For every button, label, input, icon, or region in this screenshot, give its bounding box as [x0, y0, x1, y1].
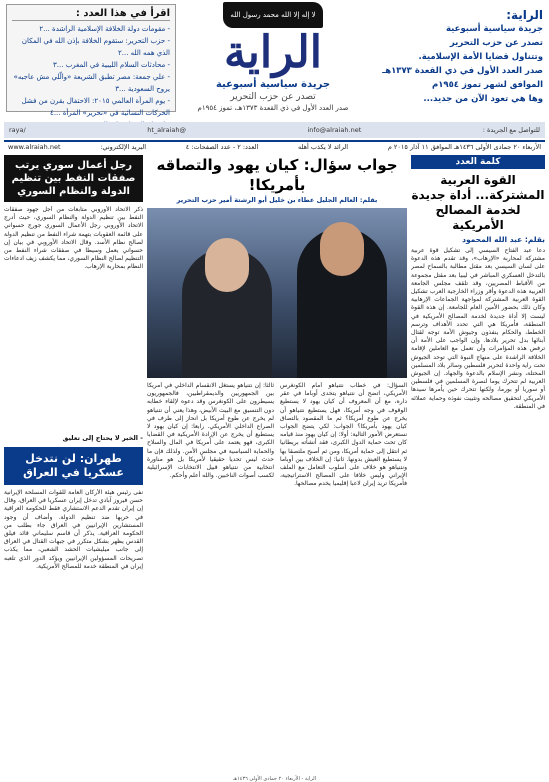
- in-this-issue-box: [6, 4, 176, 117]
- news-comment: - الخبر لا يحتاج إلى تعليق: [62, 434, 143, 442]
- main-article-title[interactable]: جواب سؤال: كيان يهود والتصاقه بأمريكا!: [156, 156, 398, 194]
- issue-item[interactable]: - حزب التحرير: ستقوم الخلافة بإذن الله في المكان الذي همه الله ...٢: [21, 37, 170, 57]
- masthead-about: [373, 8, 543, 106]
- about-line: وها هي تعود الآن من جديد...: [423, 94, 543, 104]
- about-line: تصدر عن حزب التحرير: [449, 38, 543, 48]
- main-article: [147, 155, 407, 777]
- social-label: للتواصل مع الجريدة :: [482, 126, 540, 134]
- news-column: [4, 155, 143, 777]
- issue-item[interactable]: - محادثات السلام الليبية في المغرب ...٣: [53, 61, 170, 69]
- motto: الرائد لا يكذب أهله: [297, 143, 349, 151]
- main-article-body-col1: السؤال: في خطاب نتنياهو أمام الكونغرس الأمريكي، اتضح أن نتنياهو يتحدى أوباما في عقر داره، مع أن المعروف أن كيان يهود لا يستطيع الوقوف في وجه أمريكا، فهل يستطيع نتنياهو أن يخرج عن طوع أمريكا؟ ثم ما المقصود بالتصاق كيان يهود بأمريكا؟ الجواب: لكي يتضح الجواب نستعرض الأمور التالية: أولا: إن كيان يهود منذ قيامه كان تحت حماية الدول الكبرى، فقد أنشأته بريطانيا ثم انتقل إلى حماية أمريكا، ومن ثم أصبح ملتصقا بها لا يستطيع العيش بدونها. ثانيا: إن الخلاف بين أوباما ونتنياهو هو خلاف على أسلوب التعامل مع الملف الإيراني وليس خلافا على المصالح الاستراتيجية، فأمريكا تريد إيران لاعبا إقليميا يخدم مصالحها.: [280, 382, 407, 488]
- logo-subtitle: جريدة سياسية أسبوعية: [215, 79, 331, 90]
- news-body-1: ذكر الاتحاد الأوروبي متابعات من أجل جهود صفقات النفط بين تنظيم الدولة والنظام السوري، حيث أدرج الاتحاد الأوروبي رجل الأعمال السوري جورج حسواني على قائمة العقوبات بتهمة شراء النفط من تنظيم الدولة لصالح نظام الأسد. وقال الاتحاد الأوروبي في بيان إن حسواني يعمل وسيطا في صفقات شراء النفط من التنظيم لصالح النظام السوري، مما يكشف زيف ادعاءات النظام بمحاربة الإرهاب.: [4, 206, 143, 271]
- editorial-column: [411, 155, 545, 777]
- main-article-body-col2: ثالثا: إن نتنياهو يستغل الانقسام الداخلي في أمريكا بين الجمهوريين والديمقراطيين، فالجمهوريون يسيطرون على الكونغرس وقد دعوه لإلقاء خطابه دون التنسيق مع البيت الأبيض، وهذا يعني أن نتنياهو لم يخرج عن طوع أمريكا بل انحاز إلى طرف في الصراع الداخلي الأمريكي. رابعا: إن كيان يهود لا يستطيع أن يخرج عن الإرادة الأمريكية في القضايا الكبرى، فهو يعتمد على أمريكا في المال والسلاح والحماية السياسية في مجلس الأمن. ولذلك فإن ما حدث ليس تحديا حقيقيا لأمريكا بل هو مناورة انتخابية من نتنياهو قبيل الانتخابات الإسرائيلية لكسب أصوات الناخبين. والله أعلم وأحكم.: [147, 382, 274, 480]
- main-article-byline: بقلم: العالم الجليل عطاء بن خليل أبو الرشتة أمير حزب التحرير: [176, 196, 378, 204]
- email-label: البريد الإلكتروني:: [100, 143, 147, 151]
- logo-founding-date: صدر العدد الأول في ذي القعدة ١٣٧٣هـ، تموز ١٩٥٤م: [197, 104, 349, 112]
- issue-item[interactable]: - علي جمعة: مصر تطبق الشريعة «والّلي مش عاجبه» يروح السعودية ...٣: [13, 73, 170, 93]
- editorial-section-title: كلمة العدد: [411, 155, 545, 169]
- news-headline-2[interactable]: طهران: لن نتدخل عسكريا في العراق: [4, 447, 143, 485]
- about-line: جريدة سياسية أسبوعية: [446, 24, 543, 34]
- issue-date: الأربعاء ٢٠ جمادى الأولى ١٤٣٦هـ الموافق ١١ آذار ٢٠١٥ م: [387, 143, 541, 151]
- main-article-photo: [147, 208, 407, 378]
- masthead: [0, 0, 549, 122]
- issue-item[interactable]: - يوم المرأة العالمي ٢٠١٥: الاحتفال بقرن من فشل الحركات النسائية في «تحرير» المرأة ...٤: [21, 97, 170, 117]
- email-link[interactable]: info@alraiah.net: [307, 126, 362, 134]
- about-line: وتتناول قضايا الأمة الإسلامية.: [418, 52, 543, 62]
- issue-item[interactable]: - مقومات دولة الخلافة الإسلامية الراشدة ...٢: [39, 25, 170, 33]
- issue-number: العدد: ٢ - عدد الصفحات: ٤: [185, 143, 259, 151]
- flag-icon: لا إله إلا الله محمد رسول الله: [223, 2, 323, 28]
- photo-figure-face: [205, 238, 249, 292]
- contact-bar: [4, 122, 545, 138]
- twitter-link[interactable]: @ht_alraiah: [147, 126, 186, 134]
- logo-publisher: تصدر عن حزب التحرير: [230, 92, 316, 102]
- editorial-headline[interactable]: القوة العربية المشتركة... أداة جديدة لخدمة المصالح الأمريكية: [411, 173, 545, 232]
- issue-info-bar: [4, 140, 545, 152]
- in-this-issue-title: اقرأ في هذا العدد :: [12, 8, 170, 21]
- photo-figure-face: [320, 222, 364, 276]
- editorial-author: بقلم: عبد الله المحمود: [462, 235, 545, 244]
- facebook-link[interactable]: /raya: [9, 126, 26, 134]
- editorial-body: دعا عبد الفتاح السيسي إلى تشكيل قوة عربية مشتركة لمحاربة «الإرهاب»، وقد تقدم هذه الدعوة على لسان السيسي بعد مقتل مطالبة بالسماح لمصر بالتدخل العسكري المباشر في ليبيا بعد مقتل مجموعة من الأقباط المصريين، وقد تلقف مجلس الجامعة العربية هذه الدعوة وأقر وزراء الخارجية العرب تشكيل القوة العربية المشتركة لمواجهة الجماعات الإرهابية وكان ذلك بحضور الأمين العام للجامعة. إن هذه القوة ليست إلا أداة جديدة لخدمة المصالح الأمريكية في المنطقة، فأمريكا هي التي تحدد الأهداف وترسم الخطط، والحكام ينفذون وجيوش الأمة توجه لقتال أبنائها بدل تحرير بلادها. وإن الواجب على الأمة أن ترفض هذه المؤامرات وأن تعمل مع العاملين لإقامة الخلافة الراشدة على منهاج النبوة التي توحد الجيوش تحت راية واحدة لتحرير فلسطين وسائر بلاد المسلمين المحتلة، ونشر الإسلام بالدعوة والجهاد. إن الجيوش العربية لم تتحرك يوما لنصرة المسلمين في فلسطين أو سوريا أو بورما، ولكنها تتحرك حين يأمرها سيدها الأمريكي لتحقيق مصالحه وتثبيت نفوذه وحماية عملائه في المنطقة.: [411, 247, 545, 410]
- news-headline-1[interactable]: رجل أعمال سوري يرتب صفقات النفط بين تنظيم الدولة والنظام السوري: [4, 155, 143, 202]
- newspaper-logo: [182, 2, 364, 120]
- news-body-2: نفى رئيس هيئة الأركان العامة للقوات المسلحة الإيرانية حسن فيروز آبادي تدخل إيران عسكريا في العراق، وقال إن إيران تقدم الدعم الاستشاري فقط للحكومة العراقية في حربها ضد تنظيم الدولة. وأضاف أن وجود المستشارين الإيرانيين في العراق جاء بطلب من الحكومة العراقية. يذكر أن قاسم سليماني قائد فيلق القدس يظهر بشكل متكرر في جبهات القتال في العراق إلى جانب ميليشيات الحشد الشعبي، مما يكذب تصريحات المسؤولين الإيرانيين ويؤكد الدور الذي تلعبه إيران في المنطقة خدمة للمصالح الأمريكية.: [4, 489, 143, 570]
- about-title: الراية:: [506, 8, 543, 22]
- website-link[interactable]: www.alraiah.net: [8, 143, 61, 151]
- about-line: الموافق لشهر تموز ١٩٥٤م: [431, 80, 543, 90]
- page-footer: الراية - الأربعاء ٢٠ جمادى الأولى ١٤٣٦هـ: [232, 776, 317, 782]
- logo-wordmark: الراية: [224, 27, 322, 78]
- about-line: صدر العدد الأول في ذي القعدة ١٣٧٣هـ: [382, 66, 543, 76]
